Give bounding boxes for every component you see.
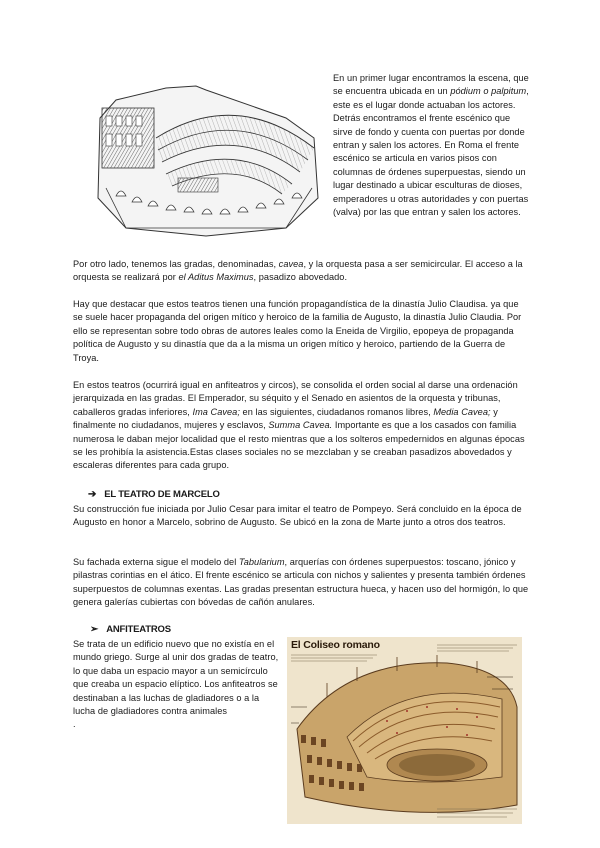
anfiteatros-text: Se trata de un edificio nuevo que no existía en el mundo griego. Surge al unir dos gradas de teatro, lo que daba un espacio mayor a un semicírculo que creaba un espacio elíptico. Los anfiteatros se destinaban a las luchas de gladiadores o a la lucha de gladiadores contra animales	[73, 639, 279, 717]
heading-teatro-marcelo-label: EL TEATRO DE MARCELO	[104, 489, 220, 500]
marcelo-text-1: Su construcción fue iniciada por Julio Cesar para imitar el teatro de Pompeyo. Será concluido en la época de Augusto en honor a Marcelo, sobrino de Augusto. Se ubicó en la zona de Marte junto a otros dos teatros.	[73, 504, 522, 528]
marcelo-paragraph-1	[73, 503, 529, 530]
gradas-text-1: Por otro lado, tenemos las gradas, denominadas,	[73, 259, 279, 269]
marcelo-italic-tabularium: Tabularium	[238, 557, 285, 567]
propaganda-paragraph	[73, 298, 529, 365]
heading-teatro-marcelo	[88, 489, 220, 500]
marcelo-text-2b: , arquerías con órdenes superpuestos: toscano, jónico y pilastras corintias en el ático. El frente escénico se articula con nichos y salientes y presenta también órdenes superpuestos de columnas exentas. Las gradas presentan estructura hueca, y hacen uso del hormigón, lo que genera galerías cubiertas con bóvedas de cañón anulares.	[73, 557, 529, 608]
orden-social-paragraph	[73, 379, 529, 473]
intro-paragraph	[333, 72, 529, 219]
arrow-right-icon: ➔	[88, 489, 97, 500]
heading-anfiteatros-label: ANFITEATROS	[106, 624, 171, 635]
anfiteatros-paragraph	[73, 638, 283, 732]
orden-text-2: en las siguientes, ciudadanos romanos libres,	[239, 406, 434, 417]
gradas-italic-cavea: cavea	[278, 259, 304, 269]
orden-italic-ima: Ima Cavea;	[192, 406, 240, 417]
orden-text-4: Importante es que a los casados con familia numerosa le daban mejor localidad que el resto mientras que a los solteros empedernidos en algunas épocas se les prohibía la asistencia.Estas clases sociales no se mezclaban y se creaban pasadizos abovedados y escaleras diferentes para cada grupo.	[73, 420, 525, 471]
propaganda-text: Hay que destacar que estos teatros tienen una función propagandística de la dinastía Julio Claudisa. ya que se suele hacer propaganda del origen mítico y heroico de la familia de Augusto, la dinastía Julio Claudia. Por ello se representan sobre todo obras de autores leales como la Eneida de Virgilio, epopeya de propaganda política de Augusto y su dinastía que da a la misma un origen mítico y heroico, partiendo de la Guerra de Troya.	[73, 299, 522, 363]
intro-text-1: En un primer lugar encontramos la escena, que se encuentra ubicada en un	[333, 73, 529, 97]
orden-text-3: y finalmente no ciudadanos, mujeres y esclavos,	[73, 406, 498, 431]
gradas-text-3: , pasadizo abovedado.	[253, 272, 348, 283]
coliseo-title: El Coliseo romano	[291, 639, 380, 651]
coliseo-infographic	[287, 637, 522, 824]
orden-italic-summa: Summa Cavea.	[268, 420, 333, 431]
gradas-paragraph	[73, 258, 529, 285]
intro-text-2: , este es el lugar donde actuaban los actores. Detrás encontramos el frente escénico que sirve de fondo y cuenta con puertas por donde entran y salen los actores. En Roma el frente escénico se articula en varios pisos con columnas de órdenes superpuestas, siendo un lugar destinado a ubicar esculturas de dioses, emperadores u otras autoridades y con puertas (valva) por las que entran y salen los actores.	[333, 86, 529, 218]
arrowhead-right-icon: ➢	[90, 624, 99, 635]
marcelo-paragraph-2	[73, 556, 529, 610]
anfiteatros-dot: .	[73, 719, 76, 730]
theatre-engraving	[86, 78, 326, 238]
heading-anfiteatros	[90, 624, 171, 635]
orden-italic-media: Media Cavea;	[433, 406, 491, 417]
intro-italic-podium: pódium o palpitum	[450, 86, 527, 97]
gradas-italic-aditus: el Aditus Maximus	[178, 272, 254, 283]
gradas-text-2: , y la orquesta pasa a ser semicircular. El acceso a la orquesta se realizará por	[73, 259, 523, 283]
orden-text-1: En estos teatros (ocurrirá igual en anfiteatros y circos), se consolida el orden social al darse una ordenación jerarquizada en las gradas. El Emperador, su séquito y el Senado en asientos de la orquesta y tribunas, caballeros gradas inferiores,	[73, 380, 518, 417]
marcelo-text-2a: Su fachada externa sigue el modelo del	[73, 557, 239, 567]
